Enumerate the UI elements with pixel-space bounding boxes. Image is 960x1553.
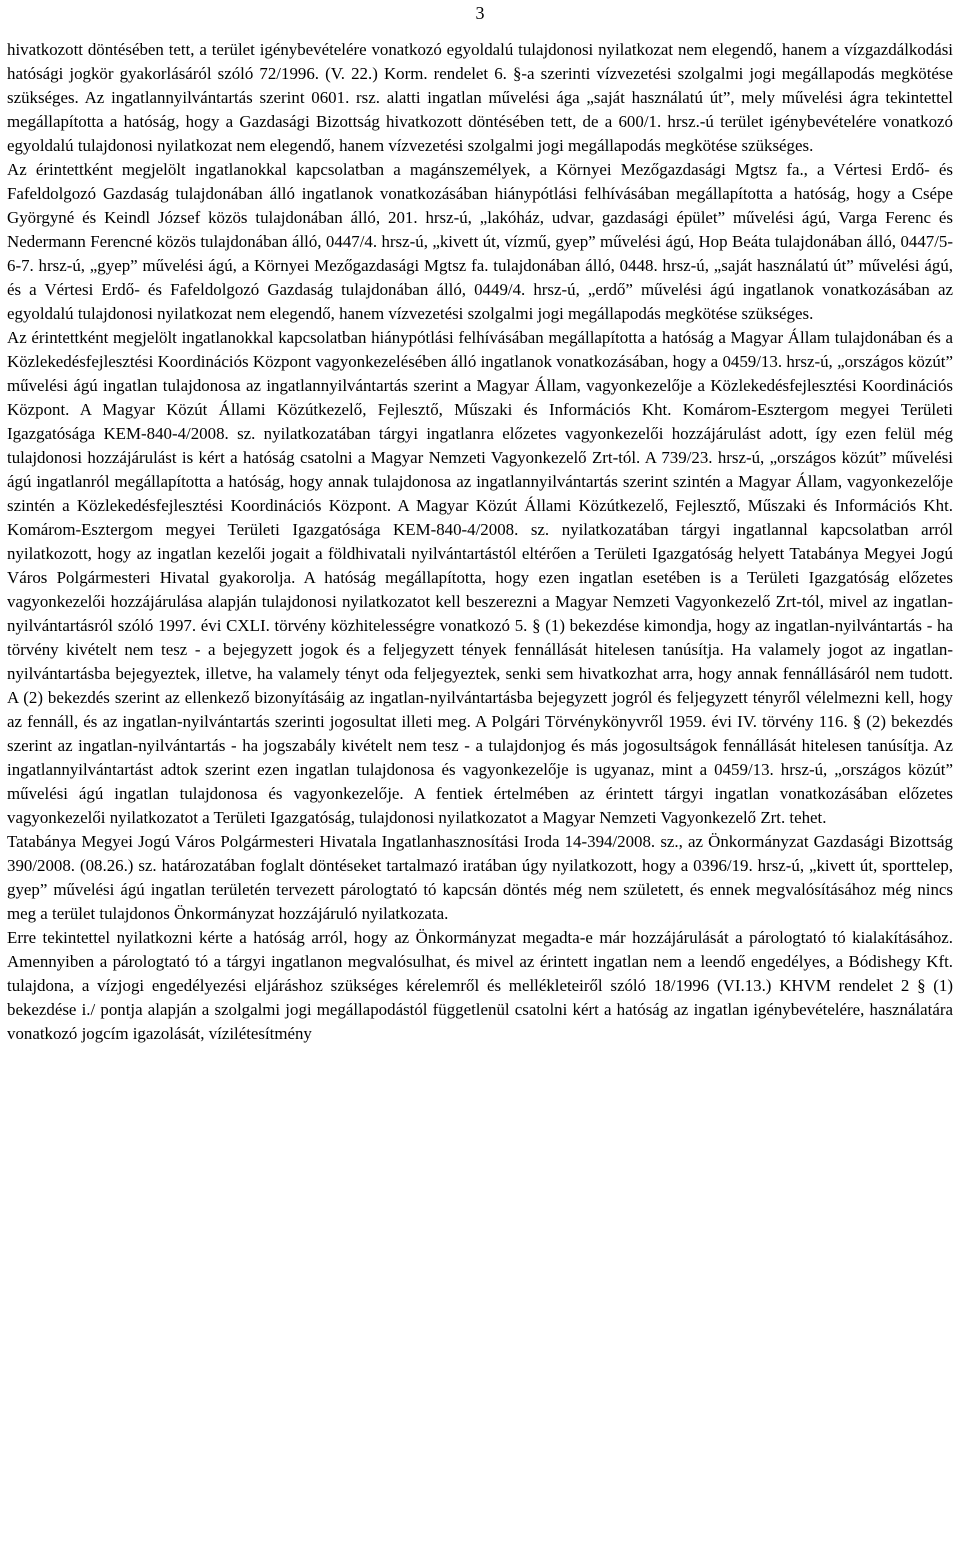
paragraph-5: Erre tekintettel nyilatkozni kérte a hatóság arról, hogy az Önkormányzat megadta-e már hozzájárulását a párologtató tó kialakításához. Amennyiben a párologtató tó a tárgyi ingatlanon megvalósulhat, és mivel az érintett ingatlan nem a leendő engedélyes, a Bódishegy Kft. tulajdona, a vízjogi engedélyezési eljáráshoz szükséges kérelemről és mellékleteiről szóló 18/1996 (VI.13.) KHVM rendelet 2 § (1) bekezdése i./ pontja alapján a szolgalmi jogi megállapodástól függetlenül csatolni kért a hatóság az ingatlan igénybevételére, használatára vonatkozó jogcím igazolását, vízilétesítmény <box>7 928 953 1043</box>
paragraph-2: Az érintettként megjelölt ingatlanokkal kapcsolatban a magánszemélyek, a Környei Mezőgazdasági Mgtsz fa., a Vértesi Erdő- és Fafeldolgozó Gazdaság tulajdonában álló ingatlanok vonatkozásában hiánypótlási felhívásában megállapította a hatóság, hogy a Csépe Györgyné és Keindl József közös tulajdonában álló, 201. hrsz-ú, „lakóház, udvar, gazdasági épület” művelési ágú, Varga Ferenc és Nedermann Ferencné közös tulajdonában álló, 0447/4. hrsz-ú, „kivett út, vízmű, gyep” művelési ágú, Hop Beáta tulajdonában álló, 0447/5-6-7. hrsz-ú, „gyep” művelési ágú, a Környei Mezőgazdasági Mgtsz fa. tulajdonában álló, 0448. hrsz-ú, „saját használatú út” művelési ágú, és a Vértesi Erdő- és Fafeldolgozó Gazdaság tulajdonában álló, 0449/4. hrsz-ú, „erdő” művelési ágú ingatlanok vonatkozásában az egyoldalú tulajdonosi nyilatkozat nem elegendő, hanem vízvezetési szolgalmi jogi megállapodás megkötése szükséges. <box>7 160 953 323</box>
paragraph-4: Tatabánya Megyei Jogú Város Polgármesteri Hivatala Ingatlanhasznosítási Iroda 14-394/2008. sz., az Önkormányzat Gazdasági Bizottság 390/2008. (08.26.) sz. határozatában foglalt döntéseket tartalmazó iratában úgy nyilatkozott, hogy a 0396/19. hrsz-ú, „kivett út, sporttelep, gyep” művelési ágú ingatlan területén tervezett párologtató tó kapcsán döntés még nem született, és ennek megvalósításához még nincs meg a terület tulajdonos Önkormányzat hozzájáruló nyilatkozata. <box>7 832 953 923</box>
page-number: 3 <box>475 3 485 23</box>
paragraph-3: Az érintettként megjelölt ingatlanokkal kapcsolatban hiánypótlási felhívásában megállapította a hatóság a Magyar Állam tulajdonában és a Közlekedésfejlesztési Koordinációs Központ vagyonkezelésében álló ingatlanok vonatkozásában, hogy a 0459/13. hrsz-ú, „országos közút” művelési ágú ingatlan tulajdonosa az ingatlannyilvántartás szerint a Magyar Állam, vagyonkezelője a Közlekedésfejlesztési Koordinációs Központ. A Magyar Közút Állami Közútkezelő, Fejlesztő, Műszaki és Információs Kht. Komárom-Esztergom megyei Területi Igazgatósága KEM-840-4/2008. sz. nyilatkozatában tárgyi ingatlanra előzetes vagyonkezelői hozzájárulást adott, így ezen felül még tulajdonosi hozzájárulást is kért a hatóság csatolni a Magyar Nemzeti Vagyonkezelő Zrt-tól. A 739/23. hrsz-ú, „országos közút” művelési ágú ingatlanról megállapította a hatóság, hogy annak tulajdonosa az ingatlannyilvántartás szerint szintén a Magyar Állam, vagyonkezelője szintén a Közlekedésfejlesztési Koordinációs Központ. A Magyar Közút Állami Közútkezelő, Fejlesztő, Műszaki és Információs Kht. Komárom-Esztergom megyei Területi Igazgatósága KEM-840-4/2008. sz. nyilatkozatában tárgyi ingatlannal kapcsolatban arról nyilatkozott, hogy az ingatlan kezelői jogait a földhivatali nyilvántartástól eltérően a Területi Igazgatóság helyett Tatabánya Megyei Jogú Város Polgármesteri Hivatal gyakorolja. A hatóság megállapította, hogy ezen ingatlan esetében is a Területi Igazgatóság előzetes vagyonkezelői hozzájárulása alapján tulajdonosi nyilatkozatot kell beszerezni a Magyar Nemzeti Vagyonkezelő Zrt-tól, mivel az ingatlan-nyilvántartásról szóló 1997. évi CXLI. törvény közhitelességre vonatkozó 5. § (1) bekezdése kimondja, hogy az ingatlan-nyilvántartás - ha törvény kivételt nem tesz - a bejegyzett jogok és a feljegyzett tények fennállását hitelesen tanúsítja. Ha valamely jogot az ingatlan-nyilvántartásba bejegyeztek, illetve, ha valamely tényt oda feljegyeztek, senki sem hivatkozhat arra, hogy annak fennállásáról nem tudott. A (2) bekezdés szerint az ellenkező bizonyításáig az ingatlan-nyilvántartásba bejegyzett jogról és feljegyzett tényről vélelmezni kell, hogy az fennáll, és az ingatlan-nyilvántartás szerinti jogosultat illeti meg. A Polgári Törvénykönyvről 1959. évi IV. törvény 116. § (2) bekezdés szerint az ingatlan-nyilvántartás - ha jogszabály kivételt nem tesz - a tulajdonjog és más jogosultságok fennállását hitelesen tanúsítja. Az ingatlannyilvántartást adtok szerint ezen ingatlan tulajdonosa és vagyonkezelője is ugyanaz, mint a 0459/13. hrsz-ú, „országos közút” művelési ágú ingatlan tulajdonosa és vagyonkezelője. A fentiek értelmében az érintett tárgyi ingatlan vonatkozásában előzetes vagyonkezelői nyilatkozatot a Területi Igazgatóság, tulajdonosi nyilatkozatot a Magyar Nemzeti Vagyonkezelő Zrt. tehet. <box>7 328 953 827</box>
paragraph-1: hivatkozott döntésében tett, a terület igénybevételére vonatkozó egyoldalú tulajdonosi nyilatkozat nem elegendő, hanem a vízgazdálkodási hatósági jogkör gyakorlásáról szóló 72/1996. (V. 22.) Korm. rendelet 6. §-a szerinti vízvezetési szolgalmi jogi megállapodás megkötése szükséges. Az ingatlannyilvántartás szerint 0601. rsz. alatti ingatlan művelési ága „saját használatú út”, mely művelési ágra tekintettel megállapította a hatóság, hogy a Gazdasági Bizottság hivatkozott döntésében tett, de a 600/1. hrsz.-ú terület igénybevételére vonatkozó egyoldalú tulajdonosi nyilatkozat nem elegendő, hanem vízvezetési szolgalmi jogi megállapodás megkötése szükséges. <box>7 40 953 155</box>
